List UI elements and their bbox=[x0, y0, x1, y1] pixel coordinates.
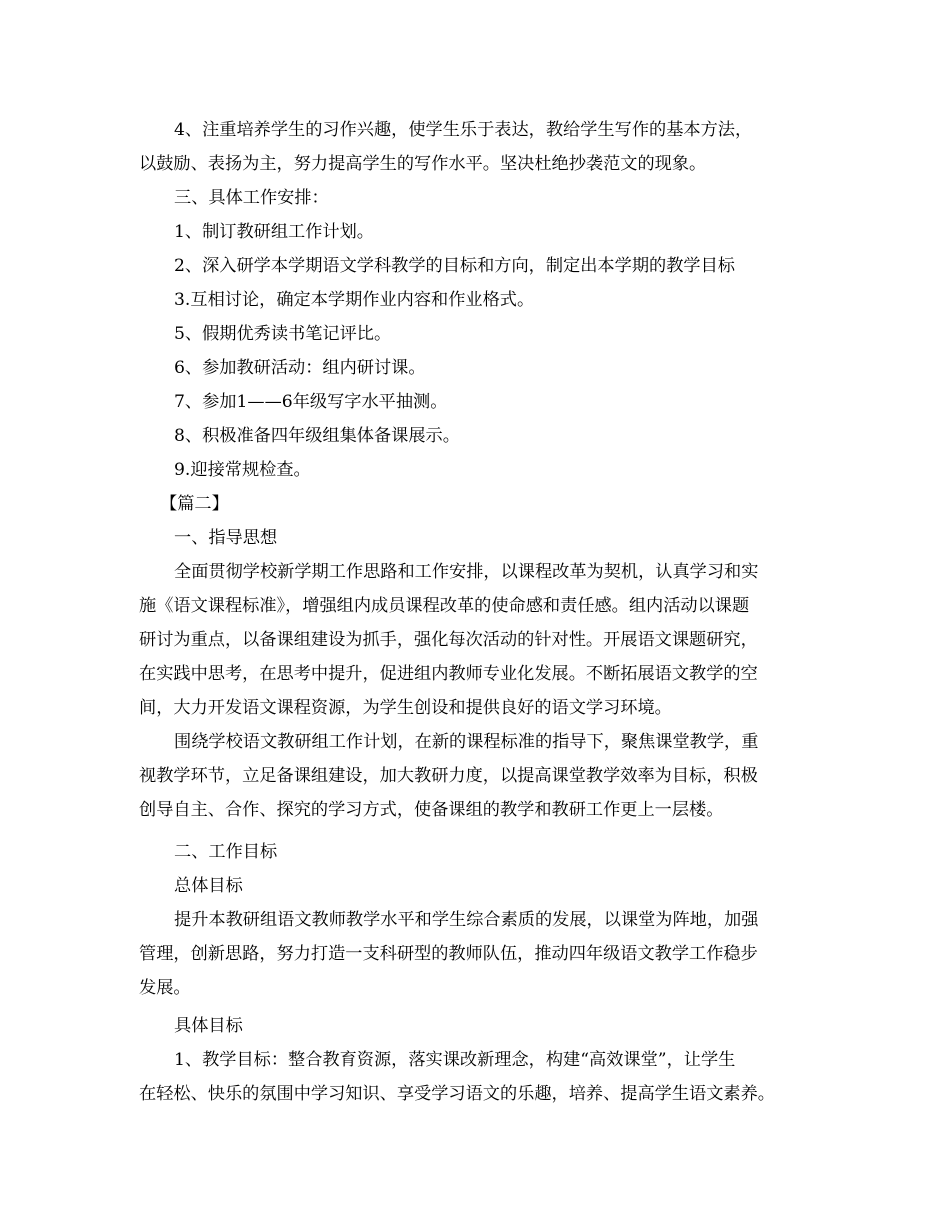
part-heading: 【篇二】 bbox=[160, 494, 229, 514]
subheading: 具体目标 bbox=[174, 1016, 243, 1036]
paragraph-line: 研讨为重点，以备课组建设为抓手，强化每次活动的针对性。开展语文课题研究， bbox=[139, 630, 758, 650]
paragraph-line: 发展。 bbox=[139, 978, 191, 998]
list-item: 9.迎接常规检查。 bbox=[174, 460, 311, 480]
paragraph-line: 在实践中思考，在思考中提升，促进组内教师专业化发展。不断拓展语文教学的空 bbox=[139, 664, 758, 684]
paragraph-line: 以鼓励、表扬为主，努力提高学生的写作水平。坚决杜绝抄袭范文的现象。 bbox=[139, 154, 707, 174]
subheading: 总体目标 bbox=[174, 876, 243, 896]
paragraph-line: 全面贯彻学校新学期工作思路和工作安排，以课程改革为契机，认真学习和实 bbox=[174, 562, 759, 582]
list-item: 2、深入研学本学期语文学科教学的目标和方向，制定出本学期的教学目标 bbox=[174, 256, 735, 276]
list-item: 8、积极准备四年级组集体备课展示。 bbox=[174, 426, 460, 446]
section-heading: 三、具体工作安排： bbox=[174, 188, 329, 208]
list-item: 5、假期优秀读书笔记评比。 bbox=[174, 324, 392, 344]
paragraph-line: 1、教学目标：整合教育资源，落实课改新理念，构建“高效课堂”，让学生 bbox=[174, 1050, 736, 1070]
paragraph-line: 创导自主、合作、探究的学习方式，使备课组的教学和教研工作更上一层楼。 bbox=[139, 800, 724, 820]
paragraph-line: 在轻松、快乐的氛围中学习知识、享受学习语文的乐趣，培养、提高学生语文素养。 bbox=[139, 1084, 775, 1104]
list-item: 1、制订教研组工作计划。 bbox=[174, 222, 374, 242]
section-heading: 一、指导思想 bbox=[174, 528, 278, 548]
paragraph-line: 视教学环节，立足备课组建设，加大教研力度，以提高课堂教学效率为目标，积极 bbox=[139, 766, 758, 786]
paragraph-line: 围绕学校语文教研组工作计划，在新的课程标准的指导下，聚焦课堂教学，重 bbox=[174, 732, 759, 752]
paragraph-line: 施《语文课程标准》，增强组内成员课程改革的使命感和责任感。组内活动以课题 bbox=[139, 596, 750, 616]
paragraph-line: 间，大力开发语文课程资源，为学生创设和提供良好的语文学习环境。 bbox=[139, 698, 672, 718]
paragraph-line: 提升本教研组语文教师教学水平和学生综合素质的发展，以课堂为阵地，加强 bbox=[174, 910, 759, 930]
list-item: 6、参加教研活动：组内研讨课。 bbox=[174, 358, 426, 378]
list-item: 3.互相讨论，确定本学期作业内容和作业格式。 bbox=[174, 290, 535, 310]
paragraph-line: 管理，创新思路，努力打造一支科研型的教师队伍，推动四年级语文教学工作稳步 bbox=[139, 944, 758, 964]
section-heading: 二、工作目标 bbox=[174, 842, 278, 862]
list-item: 7、参加1——6年级写字水平抽测。 bbox=[174, 392, 448, 412]
paragraph-line: 4、注重培养学生的习作兴趣，使学生乐于表达，教给学生写作的基本方法， bbox=[174, 120, 753, 140]
